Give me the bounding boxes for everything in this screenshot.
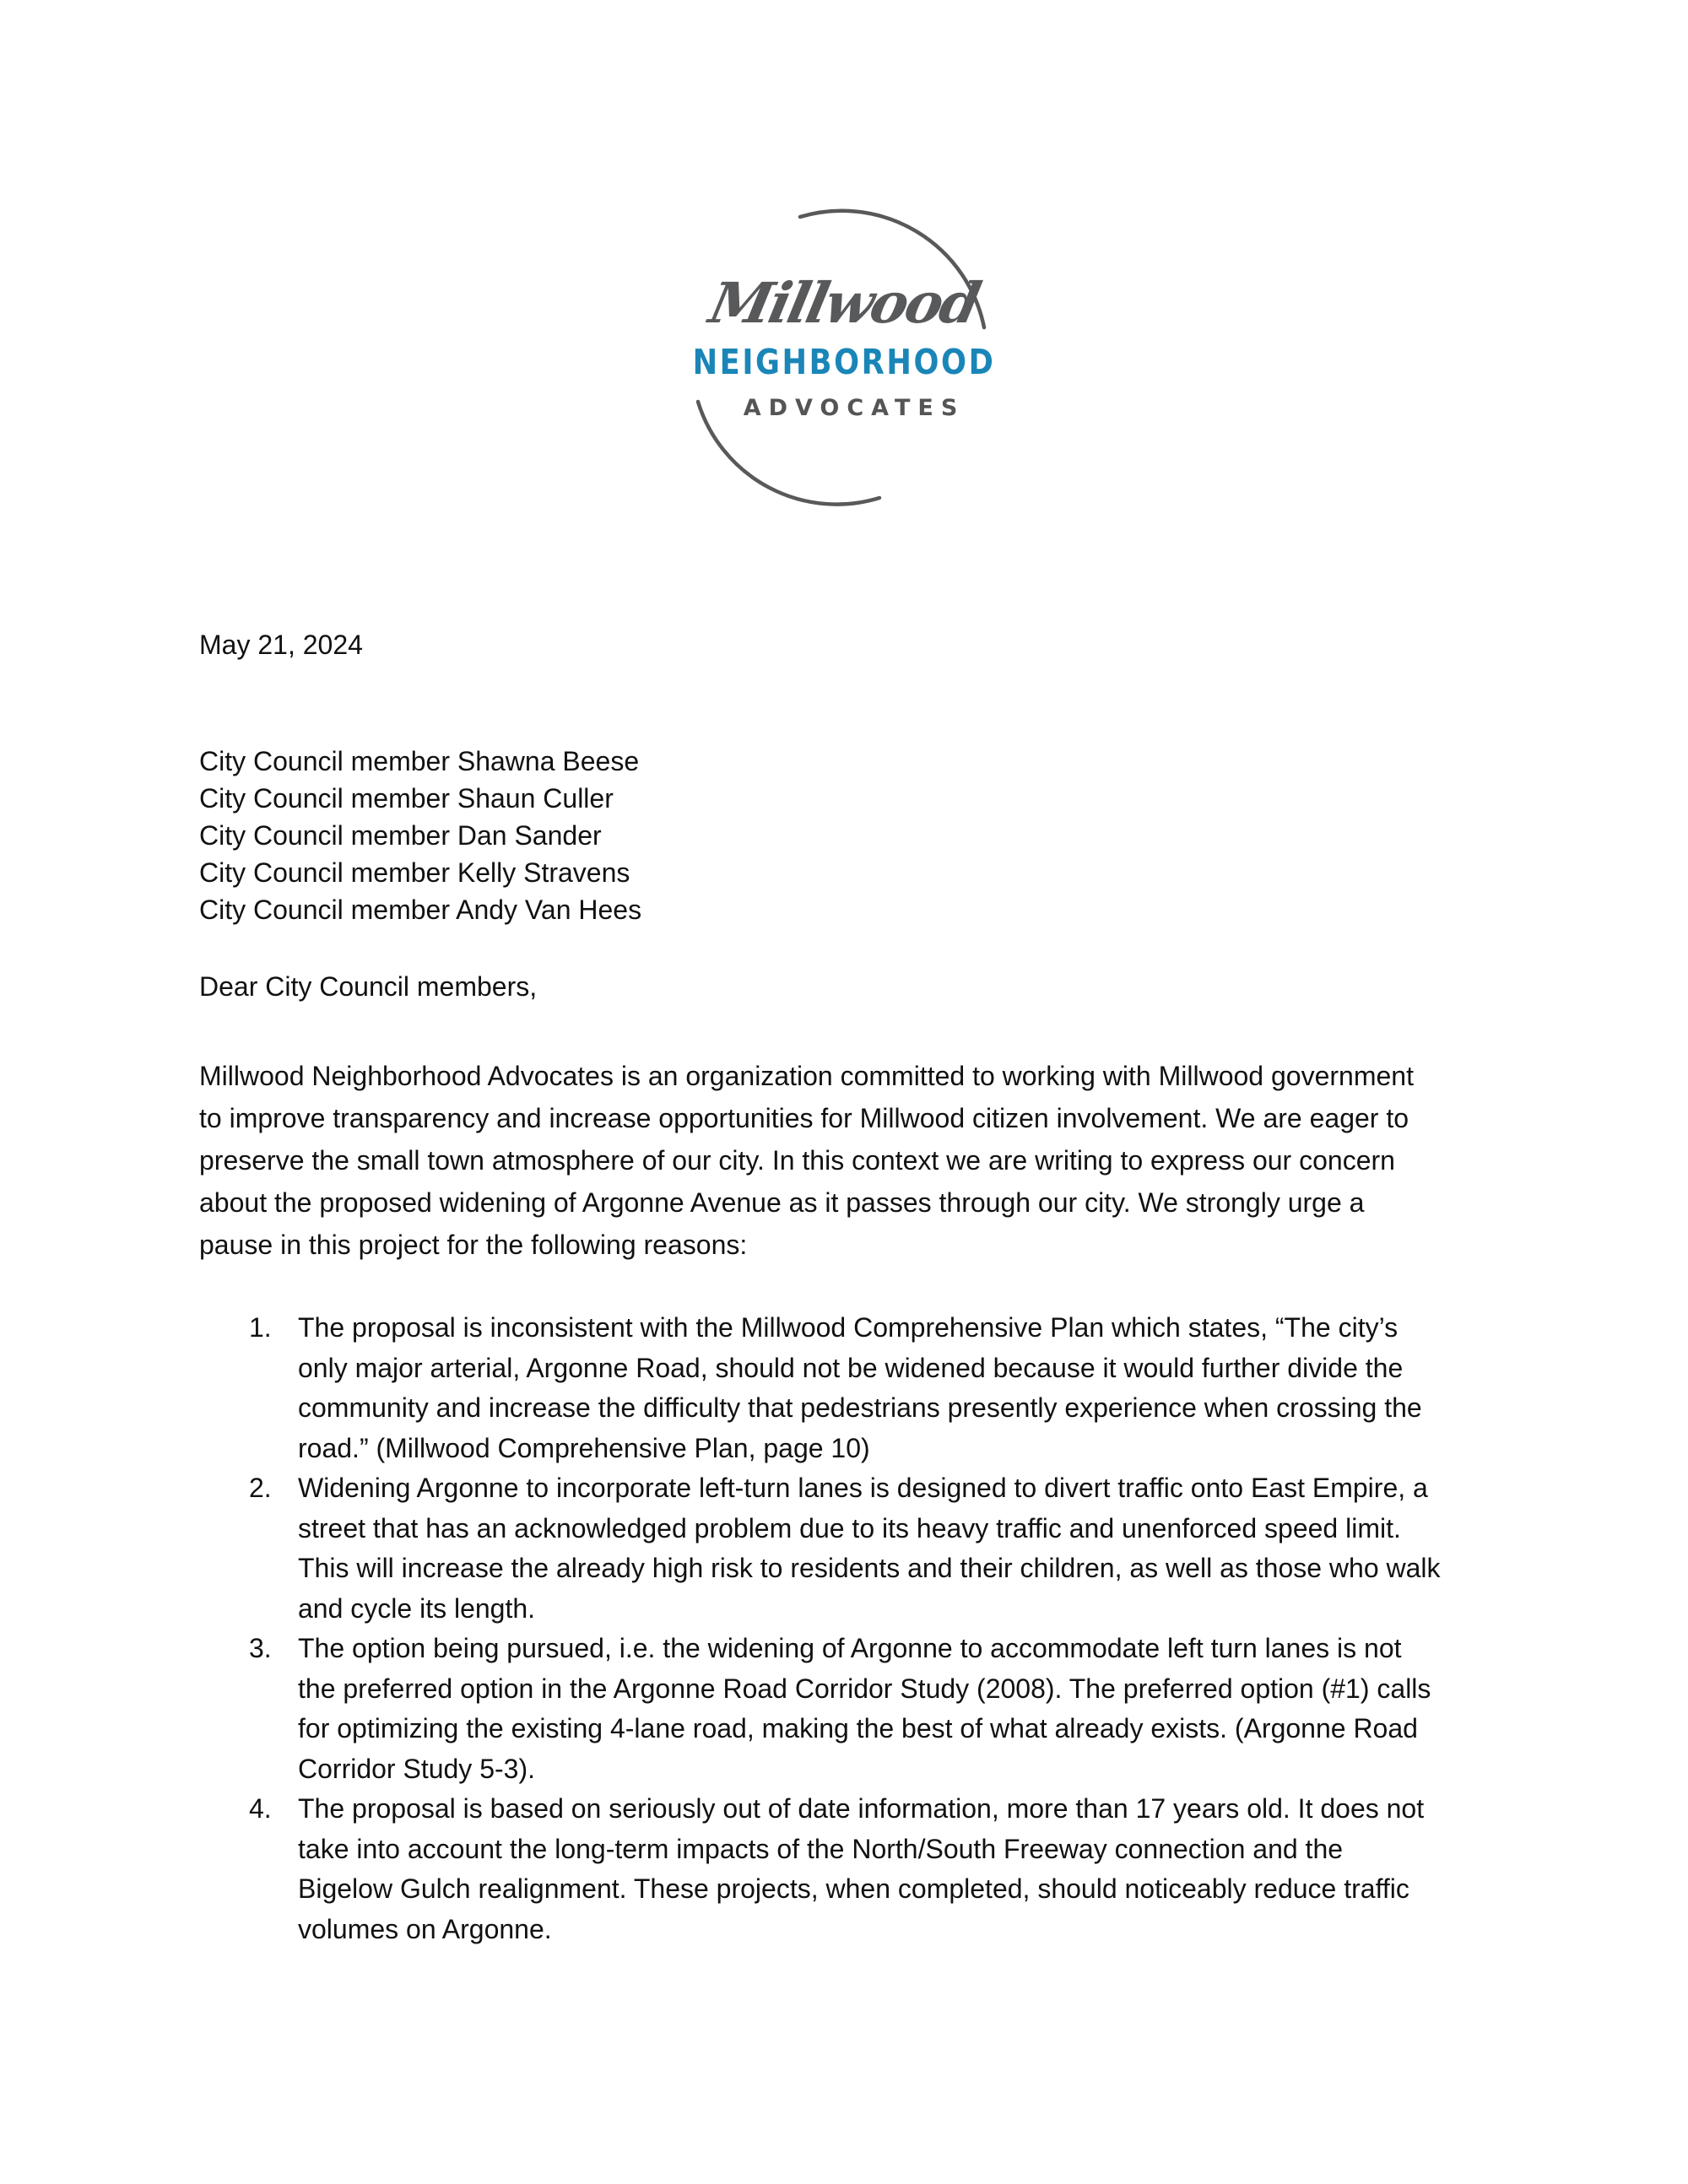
- reason-line: road.” (Millwood Comprehensive Plan, page 10): [298, 1432, 870, 1463]
- reason-number: 1.: [249, 1312, 272, 1343]
- reason-line: volumes on Argonne.: [298, 1913, 552, 1944]
- reason-line: community and increase the difficulty that pedestrians presently experience when crossing the: [298, 1392, 1422, 1423]
- recipient: City Council member Andy Van Hees: [199, 895, 642, 925]
- paragraph-line: Millwood Neighborhood Advocates is an organization committed to working with Millwood government: [199, 1061, 1414, 1091]
- reason-item: [199, 1468, 1533, 1629]
- paragraph-line: preserve the small town atmosphere of our city. In this context we are writing to express our concern: [199, 1145, 1395, 1176]
- reason-line: for optimizing the existing 4-lane road, making the best of what already exists. (Argonne Road: [298, 1713, 1418, 1743]
- reason-item: [199, 1308, 1533, 1468]
- organization-logo: [667, 203, 1021, 515]
- reason-item: [199, 1629, 1533, 1789]
- reason-number: 2.: [249, 1473, 272, 1503]
- logo-main-text: NEIGHBORHOOD: [692, 342, 996, 382]
- logo-script-text: Millwood: [704, 270, 984, 336]
- reason-item: [199, 1789, 1533, 1949]
- recipient: City Council member Shaun Culler: [199, 783, 614, 814]
- reason-number: 3.: [249, 1633, 272, 1663]
- reason-line: This will increase the already high risk to residents and their children, as well as those who walk: [298, 1553, 1441, 1583]
- reason-line: and cycle its length.: [298, 1592, 536, 1624]
- letter-date: May 21, 2024: [199, 630, 363, 660]
- reason-line: The proposal is inconsistent with the Millwood Comprehensive Plan which states, “The city’s: [298, 1312, 1399, 1343]
- reason-line: only major arterial, Argonne Road, should not be widened because it would further divide the: [298, 1352, 1404, 1383]
- reason-line: the preferred option in the Argonne Road Corridor Study (2008). The preferred option (#1) calls: [298, 1673, 1431, 1704]
- reason-number: 4.: [249, 1793, 272, 1824]
- reason-line: Widening Argonne to incorporate left-turn lanes is designed to divert traffic onto East Empire, a: [298, 1473, 1428, 1503]
- logo-sub-text: ADVOCATES: [743, 395, 966, 421]
- intro-paragraph: [199, 1055, 1516, 1266]
- reasons-list: [199, 1308, 1533, 1949]
- paragraph-line: pause in this project for the following reasons:: [199, 1230, 748, 1260]
- paragraph-line: to improve transparency and increase opportunities for Millwood citizen involvement. We are eager to: [199, 1103, 1409, 1133]
- reason-line: street that has an acknowledged problem due to its heavy traffic and unenforced speed limit.: [298, 1512, 1401, 1543]
- paragraph-line: about the proposed widening of Argonne Avenue as it passes through our city. We strongly urge a: [199, 1187, 1365, 1218]
- recipient: City Council member Shawna Beese: [199, 746, 640, 776]
- reason-line: take into account the long-term impacts of the North/South Freeway connection and the: [298, 1833, 1344, 1864]
- recipient-list: [199, 743, 641, 928]
- reason-line: Corridor Study 5-3).: [298, 1753, 535, 1784]
- reason-line: Bigelow Gulch realignment. These projects, when completed, should noticeably reduce traffic: [298, 1873, 1409, 1904]
- recipient: City Council member Kelly Stravens: [199, 857, 630, 888]
- reason-line: The proposal is based on seriously out of date information, more than 17 years old. It does not: [298, 1793, 1425, 1824]
- reason-line: The option being pursued, i.e. the widening of Argonne to accommodate left turn lanes is not: [298, 1633, 1402, 1663]
- recipient: City Council member Dan Sander: [199, 820, 602, 851]
- salutation: Dear City Council members,: [199, 971, 538, 1002]
